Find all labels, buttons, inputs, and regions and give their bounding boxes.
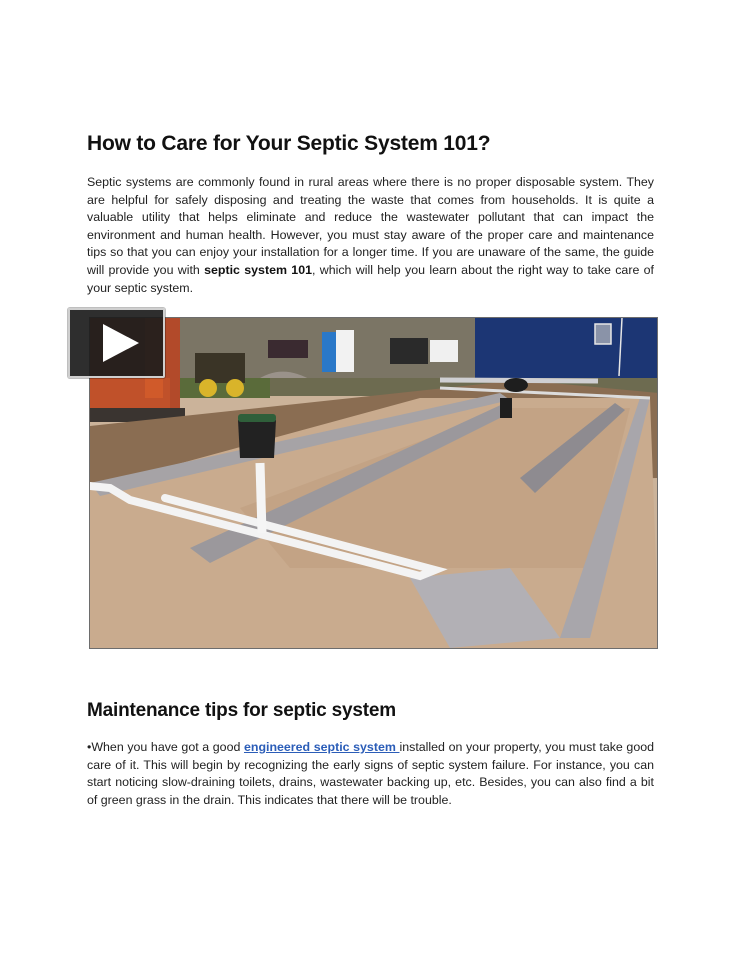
septic-installation-photo[interactable] — [89, 317, 658, 649]
intro-text-2: , which will help you learn about the right way to take care of your septic system. — [87, 262, 654, 295]
intro-paragraph — [87, 174, 654, 297]
maintenance-text-prefix: •When you have got a good — [87, 740, 244, 754]
intro-bold-keyword: septic system 101 — [204, 262, 312, 277]
maintenance-text-suffix: installed on your property, you must take good care of it. This will begin by recognizing the early signs of septic system failure. For instance, you can start noticing slow-draining toilets, drains, wastewater backing up, etc. Besides, you can also find a bit of green grass in the drain. This indicates that there will be trouble. — [87, 740, 654, 807]
video-play-button[interactable] — [68, 308, 165, 378]
page-title: How to Care for Your Septic System 101? — [87, 132, 491, 155]
photo-illustration — [90, 318, 658, 649]
maintenance-paragraph — [87, 739, 654, 809]
play-icon — [103, 324, 139, 362]
engineered-septic-system-link[interactable]: engineered septic system — [243, 740, 400, 754]
section-heading-maintenance: Maintenance tips for septic system — [87, 700, 396, 721]
intro-text-1: Septic systems are commonly found in rural areas where there is no proper disposable system. They are helpful for safely disposing and treating the waste that comes from households. It is quite a valuable utility that helps eliminate and reduce the wastewater pollutant that can impact the environment and human health. However, you must stay aware of the proper care and maintenance tips so that you can enjoy your installation for a longer time. If you are unaware of the same, the guide will provide you with — [87, 175, 654, 277]
